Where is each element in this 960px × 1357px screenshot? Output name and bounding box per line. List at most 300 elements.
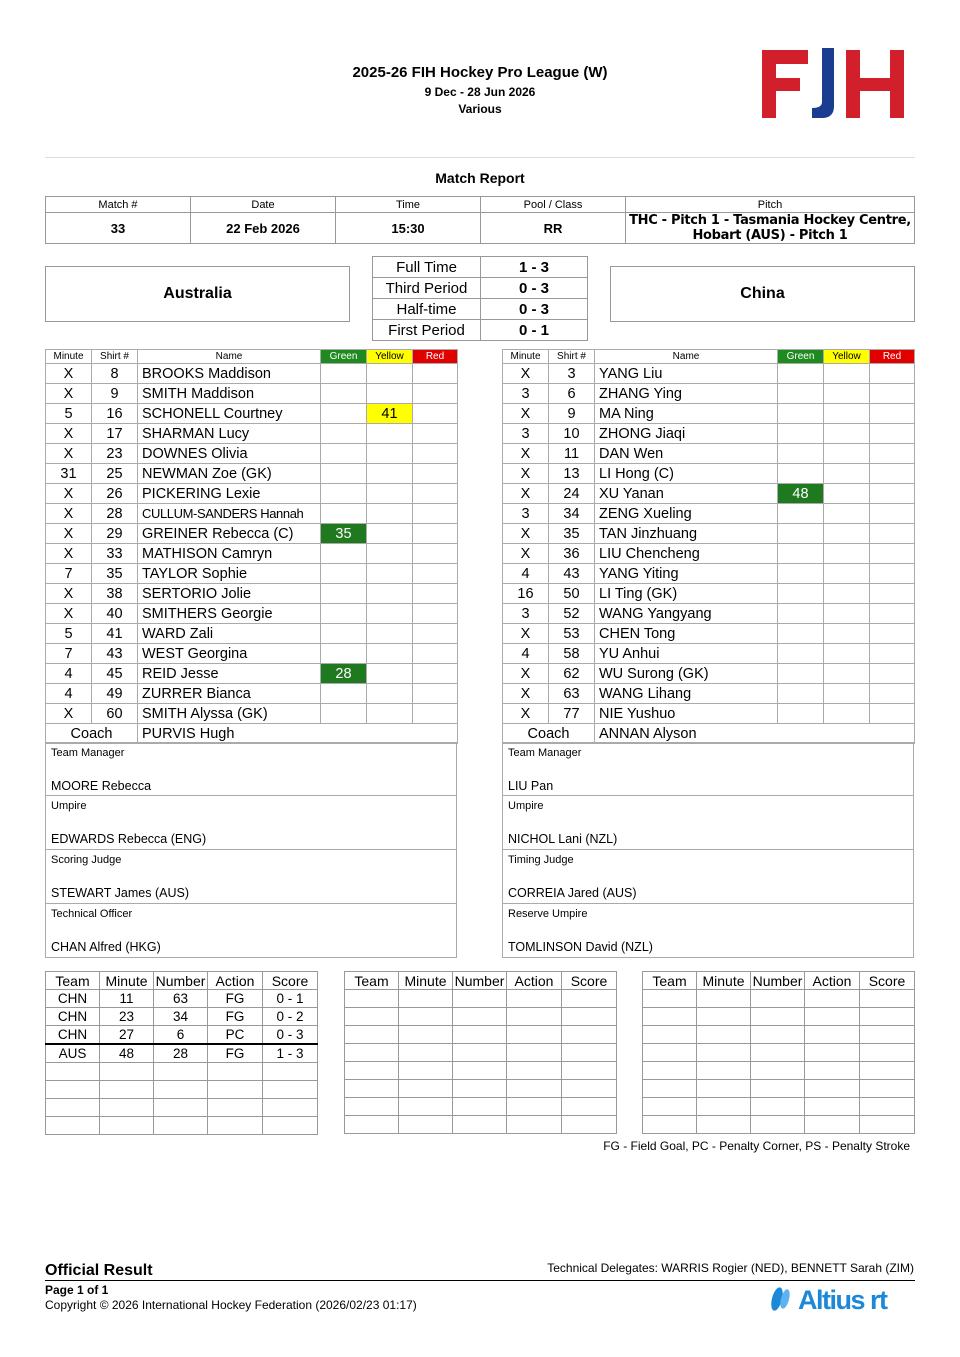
red-card (870, 504, 915, 524)
goal-row (345, 1098, 617, 1116)
goal-col-team: Team (46, 972, 100, 990)
green-card: 35 (321, 524, 367, 544)
yellow-card (367, 484, 413, 504)
player-shirt: 34 (549, 504, 595, 524)
player-minute: X (46, 704, 92, 724)
player-minute: X (503, 464, 549, 484)
official-role: Timing Judge (508, 854, 574, 866)
goal-team (46, 1117, 100, 1135)
green-card (321, 704, 367, 724)
player-shirt: 9 (92, 384, 138, 404)
player-name: WU Surong (GK) (595, 664, 778, 684)
goal-score (562, 1008, 617, 1026)
red-card (870, 404, 915, 424)
goal-action (208, 1099, 263, 1117)
goal-minute (399, 1098, 453, 1116)
green-card (321, 404, 367, 424)
yellow-card (824, 564, 870, 584)
goal-minute (697, 1044, 751, 1062)
red-card (413, 444, 458, 464)
goal-team (643, 1098, 697, 1116)
yellow-card (367, 384, 413, 404)
player-minute: 3 (503, 604, 549, 624)
player-minute: 4 (503, 564, 549, 584)
goal-action (507, 1044, 562, 1062)
goal-action (507, 1080, 562, 1098)
player-shirt: 35 (549, 524, 595, 544)
goal-row (46, 1063, 318, 1081)
match-info-table (45, 196, 915, 244)
goal-score (562, 1044, 617, 1062)
player-row (46, 544, 458, 564)
goal-number (154, 1081, 208, 1099)
player-name: LI Ting (GK) (595, 584, 778, 604)
green-card (321, 364, 367, 384)
player-row (46, 644, 458, 664)
report-title: Match Report (435, 170, 525, 186)
col-minute: Minute (503, 350, 549, 364)
player-row (503, 504, 915, 524)
period-label: Full Time (373, 257, 481, 278)
period-score: 1 - 3 (481, 257, 588, 278)
player-shirt: 10 (549, 424, 595, 444)
goal-score: 0 - 2 (263, 1008, 318, 1026)
player-shirt: 13 (549, 464, 595, 484)
goal-number (453, 1008, 507, 1026)
player-row (503, 384, 915, 404)
goals-table-2 (344, 971, 617, 1134)
player-minute: X (46, 524, 92, 544)
player-row (46, 524, 458, 544)
red-card (413, 364, 458, 384)
period-scores (372, 256, 588, 341)
player-minute: 3 (503, 384, 549, 404)
goal-row (345, 990, 617, 1008)
red-card (870, 684, 915, 704)
player-minute: X (503, 544, 549, 564)
player-row (503, 404, 915, 424)
player-name: ZENG Xueling (595, 504, 778, 524)
player-minute: X (46, 604, 92, 624)
goal-number (154, 1117, 208, 1135)
col-yellow: Yellow (367, 350, 413, 364)
yellow-card (367, 704, 413, 724)
goal-score (263, 1063, 318, 1081)
red-card (870, 464, 915, 484)
goal-number (453, 990, 507, 1008)
red-card (413, 664, 458, 684)
yellow-card (367, 464, 413, 484)
yellow-card (367, 644, 413, 664)
goal-score (860, 1062, 915, 1080)
goal-number (751, 1080, 805, 1098)
player-row (46, 624, 458, 644)
red-card (413, 504, 458, 524)
goal-number (453, 1026, 507, 1044)
period-label: Third Period (373, 278, 481, 299)
goal-team (643, 1008, 697, 1026)
player-minute: X (503, 524, 549, 544)
yellow-card (824, 464, 870, 484)
player-row (503, 684, 915, 704)
goal-action (208, 1117, 263, 1135)
player-shirt: 17 (92, 424, 138, 444)
green-card (321, 484, 367, 504)
goal-minute (697, 1080, 751, 1098)
goal-col-minute: Minute (399, 972, 453, 990)
goal-row (345, 1026, 617, 1044)
goal-action: FG (208, 1044, 263, 1063)
col-red: Red (870, 350, 915, 364)
yellow-card (367, 624, 413, 644)
green-card (321, 444, 367, 464)
official-role: Team Manager (508, 747, 582, 759)
goal-score (562, 1080, 617, 1098)
goals-body (345, 990, 617, 1134)
goal-col-minute: Minute (697, 972, 751, 990)
red-card (413, 384, 458, 404)
player-shirt: 60 (92, 704, 138, 724)
official-box (502, 904, 914, 958)
goal-team (46, 1081, 100, 1099)
goal-action (507, 1098, 562, 1116)
goal-row (345, 1116, 617, 1134)
player-minute: X (503, 444, 549, 464)
player-shirt: 8 (92, 364, 138, 384)
player-name: YANG Liu (595, 364, 778, 384)
goal-minute (100, 1117, 154, 1135)
player-minute: X (503, 404, 549, 424)
pitch-label: Pitch (626, 197, 915, 213)
goal-score (860, 1044, 915, 1062)
player-minute: 31 (46, 464, 92, 484)
time-label: Time (336, 197, 481, 213)
goal-action (805, 990, 860, 1008)
goal-action (805, 1116, 860, 1134)
player-name: CULLUM-SANDERS Hannah (138, 504, 321, 524)
goal-minute: 23 (100, 1008, 154, 1026)
goal-team: CHN (46, 1008, 100, 1026)
player-minute: 4 (46, 664, 92, 684)
goal-action (208, 1063, 263, 1081)
red-card (413, 684, 458, 704)
red-card (870, 664, 915, 684)
player-row (46, 444, 458, 464)
green-card (778, 644, 824, 664)
red-card (870, 444, 915, 464)
official-role: Team Manager (51, 747, 125, 759)
yellow-card (367, 684, 413, 704)
player-row (503, 424, 915, 444)
goal-score (562, 1026, 617, 1044)
yellow-card (824, 444, 870, 464)
player-row (503, 524, 915, 544)
official-name: NICHOL Lani (NZL) (508, 832, 618, 846)
player-name: SMITH Alyssa (GK) (138, 704, 321, 724)
goal-col-action: Action (805, 972, 860, 990)
green-card (778, 684, 824, 704)
col-shirt: Shirt # (92, 350, 138, 364)
player-name: YANG Yiting (595, 564, 778, 584)
green-card (778, 464, 824, 484)
player-shirt: 33 (92, 544, 138, 564)
goal-score (860, 990, 915, 1008)
goal-action (507, 990, 562, 1008)
competition-title: 2025-26 FIH Hockey Pro League (W) (352, 64, 608, 81)
goal-col-action: Action (507, 972, 562, 990)
goal-row (46, 1099, 318, 1117)
goals-table-1 (45, 971, 318, 1135)
official-box (45, 742, 457, 796)
goal-action (805, 1098, 860, 1116)
period-score: 0 - 3 (481, 278, 588, 299)
player-name: PICKERING Lexie (138, 484, 321, 504)
goal-row (345, 1008, 617, 1026)
red-card (413, 604, 458, 624)
yellow-card (824, 624, 870, 644)
green-card (321, 464, 367, 484)
player-row (46, 364, 458, 384)
yellow-card (824, 664, 870, 684)
goal-team (345, 1062, 399, 1080)
goal-score (860, 1026, 915, 1044)
goal-number (751, 1062, 805, 1080)
player-minute: 4 (46, 684, 92, 704)
yellow-card (367, 664, 413, 684)
red-card (413, 704, 458, 724)
yellow-card (824, 704, 870, 724)
goal-team (345, 990, 399, 1008)
green-card (321, 564, 367, 584)
official-role: Technical Officer (51, 908, 133, 920)
yellow-card (824, 684, 870, 704)
player-name: WARD Zali (138, 624, 321, 644)
player-shirt: 52 (549, 604, 595, 624)
yellow-card (824, 364, 870, 384)
goal-number (453, 1098, 507, 1116)
goal-col-number: Number (453, 972, 507, 990)
green-card (321, 644, 367, 664)
player-name: TAN Jinzhuang (595, 524, 778, 544)
player-row (503, 664, 915, 684)
player-shirt: 43 (92, 644, 138, 664)
green-card (321, 584, 367, 604)
goal-action (507, 1062, 562, 1080)
goal-score (263, 1081, 318, 1099)
player-name: GREINER Rebecca (C) (138, 524, 321, 544)
goal-score (562, 1098, 617, 1116)
player-row (46, 704, 458, 724)
goal-score (562, 990, 617, 1008)
goal-minute (100, 1099, 154, 1117)
player-name: REID Jesse (138, 664, 321, 684)
player-shirt: 62 (549, 664, 595, 684)
official-name: STEWART James (AUS) (51, 886, 189, 900)
official-role: Reserve Umpire (508, 908, 588, 920)
player-name: NIE Yushuo (595, 704, 778, 724)
red-card (870, 644, 915, 664)
goal-number (751, 1044, 805, 1062)
red-card (870, 524, 915, 544)
goal-row (345, 1044, 617, 1062)
goal-row (643, 1008, 915, 1026)
goal-row (345, 1080, 617, 1098)
player-shirt: 28 (92, 504, 138, 524)
green-card (321, 544, 367, 564)
yellow-card (367, 604, 413, 624)
player-shirt: 50 (549, 584, 595, 604)
goal-minute (399, 990, 453, 1008)
goal-score (263, 1117, 318, 1135)
red-card (870, 604, 915, 624)
player-minute: 5 (46, 404, 92, 424)
goal-minute (399, 1008, 453, 1026)
player-minute: X (46, 424, 92, 444)
red-card (870, 564, 915, 584)
player-row (46, 664, 458, 684)
player-minute: 5 (46, 624, 92, 644)
player-shirt: 24 (549, 484, 595, 504)
goal-number (453, 1080, 507, 1098)
goal-minute: 48 (100, 1044, 154, 1063)
player-name: DAN Wen (595, 444, 778, 464)
goal-action (507, 1026, 562, 1044)
away-roster-table (502, 349, 915, 744)
player-name: XU Yanan (595, 484, 778, 504)
goal-action: PC (208, 1026, 263, 1045)
goal-score: 0 - 1 (263, 990, 318, 1008)
red-card (413, 644, 458, 664)
green-card (778, 364, 824, 384)
goal-number (453, 1062, 507, 1080)
goal-row (46, 1081, 318, 1099)
goal-col-team: Team (643, 972, 697, 990)
goal-team (643, 990, 697, 1008)
player-minute: 7 (46, 644, 92, 664)
goal-team (345, 1008, 399, 1026)
match-no: 33 (46, 213, 191, 244)
footer-divider (45, 1280, 915, 1281)
green-card (778, 504, 824, 524)
official-box (45, 850, 457, 904)
coach-name: ANNAN Alyson (595, 724, 915, 744)
player-shirt: 11 (549, 444, 595, 464)
official-name: TOMLINSON David (NZL) (508, 940, 653, 954)
yellow-card (824, 544, 870, 564)
goal-minute: 27 (100, 1026, 154, 1045)
red-card (870, 364, 915, 384)
goals-body (46, 990, 318, 1135)
goal-legend: FG - Field Goal, PC - Penalty Corner, PS - Penalty Stroke (603, 1139, 910, 1153)
player-row (46, 384, 458, 404)
player-row (46, 484, 458, 504)
player-minute: X (503, 364, 549, 384)
yellow-card (367, 364, 413, 384)
player-row (503, 584, 915, 604)
official-box (45, 796, 457, 850)
yellow-card (824, 484, 870, 504)
green-card (778, 704, 824, 724)
away-roster-body (503, 364, 915, 744)
player-row (503, 644, 915, 664)
goal-score (860, 1116, 915, 1134)
official-box (502, 796, 914, 850)
red-card (870, 584, 915, 604)
home-roster-table (45, 349, 458, 744)
player-name: LIU Chencheng (595, 544, 778, 564)
goals-body (643, 990, 915, 1134)
goal-number (751, 1116, 805, 1134)
green-card (778, 604, 824, 624)
col-green: Green (321, 350, 367, 364)
goal-team (345, 1026, 399, 1044)
player-minute: 3 (503, 504, 549, 524)
match-no-label: Match # (46, 197, 191, 213)
official-role: Umpire (508, 800, 544, 812)
goal-score (860, 1080, 915, 1098)
player-minute: X (46, 544, 92, 564)
player-shirt: 36 (549, 544, 595, 564)
goal-action (805, 1080, 860, 1098)
green-card (778, 584, 824, 604)
official-result: Official Result (45, 1262, 153, 1279)
player-shirt: 29 (92, 524, 138, 544)
player-minute: X (46, 504, 92, 524)
coach-label: Coach (503, 724, 595, 744)
goal-action: FG (208, 990, 263, 1008)
red-card (413, 404, 458, 424)
player-name: DOWNES Olivia (138, 444, 321, 464)
goal-minute (697, 1062, 751, 1080)
match-date: 22 Feb 2026 (191, 213, 336, 244)
goal-team (345, 1044, 399, 1062)
player-row (503, 564, 915, 584)
goal-minute (399, 1080, 453, 1098)
red-card (413, 564, 458, 584)
player-shirt: 25 (92, 464, 138, 484)
goal-row (643, 1044, 915, 1062)
altius-logo (768, 1284, 914, 1314)
player-name: ZHANG Ying (595, 384, 778, 404)
goal-minute (399, 1116, 453, 1134)
goal-team (46, 1063, 100, 1081)
goal-number: 63 (154, 990, 208, 1008)
coach-row (503, 724, 915, 744)
page-number: Page 1 of 1 (45, 1283, 109, 1297)
goal-number: 6 (154, 1026, 208, 1045)
player-minute: X (503, 484, 549, 504)
goal-row (643, 1062, 915, 1080)
green-card (778, 424, 824, 444)
red-card (413, 544, 458, 564)
technical-delegates: Technical Delegates: WARRIS Rogier (NED), BENNETT Sarah (ZIM) (547, 1261, 914, 1275)
goal-col-score: Score (562, 972, 617, 990)
player-shirt: 16 (92, 404, 138, 424)
goal-col-minute: Minute (100, 972, 154, 990)
player-shirt: 77 (549, 704, 595, 724)
goal-minute (399, 1062, 453, 1080)
goal-team (345, 1098, 399, 1116)
goal-team: AUS (46, 1044, 100, 1063)
yellow-card (824, 584, 870, 604)
player-name: SERTORIO Jolie (138, 584, 321, 604)
goal-action (805, 1026, 860, 1044)
goal-team: CHN (46, 1026, 100, 1045)
goal-row (643, 1116, 915, 1134)
player-shirt: 41 (92, 624, 138, 644)
goal-action (805, 1008, 860, 1026)
goal-row (46, 1044, 318, 1063)
